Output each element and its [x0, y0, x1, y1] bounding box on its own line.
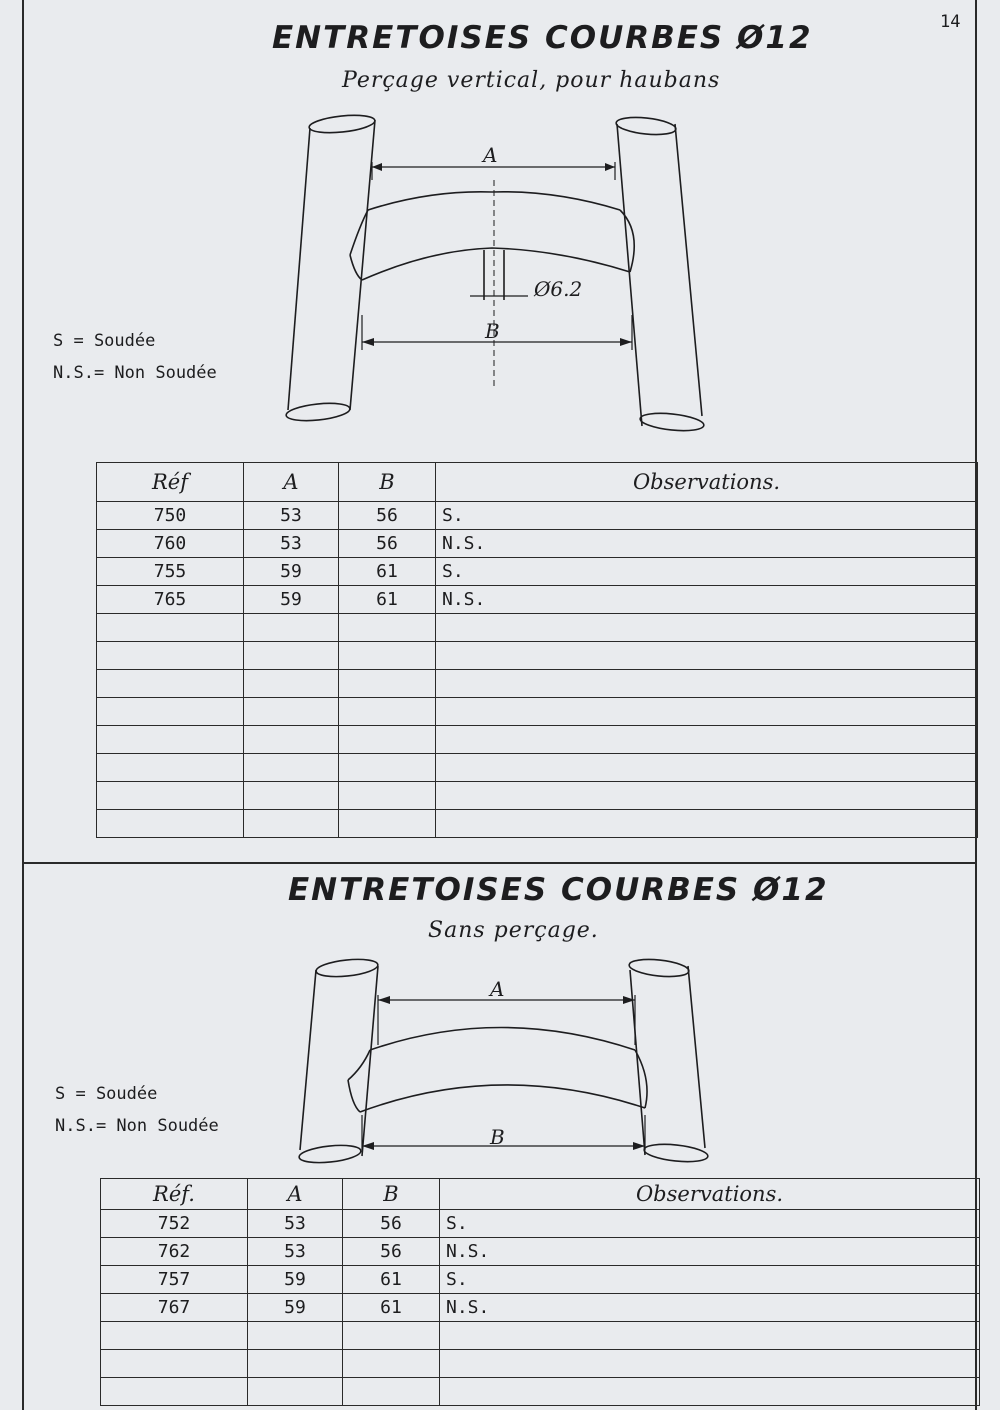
cell-ref: 765	[97, 586, 244, 614]
cell-observation: N.S.	[436, 586, 978, 614]
empty-row	[97, 670, 978, 698]
empty-row	[101, 1322, 980, 1350]
section2-table	[100, 1178, 980, 1406]
cell-b: 56	[339, 502, 436, 530]
cell-b: 61	[339, 586, 436, 614]
empty-row	[97, 782, 978, 810]
cell-b: 56	[339, 530, 436, 558]
legend-non-soudee: N.S.= Non Soudée	[55, 1116, 219, 1136]
page-number: 14	[940, 12, 961, 32]
empty-row	[97, 698, 978, 726]
cell-b: 56	[343, 1238, 440, 1266]
legend-soudee: S = Soudée	[53, 331, 156, 351]
cell-observation: N.S.	[436, 530, 978, 558]
dimension-a-label: A	[490, 977, 505, 1001]
cell-b: 61	[343, 1294, 440, 1322]
cell-a: 53	[248, 1210, 343, 1238]
header-observations: Observations.	[436, 463, 978, 502]
cell-a: 53	[244, 530, 339, 558]
cell-a: 59	[244, 558, 339, 586]
empty-row	[97, 642, 978, 670]
section-divider	[22, 862, 977, 864]
cell-observation: N.S.	[440, 1294, 980, 1322]
header-ref: Réf.	[101, 1179, 248, 1210]
section2-subtitle: Sans perçage.	[428, 918, 599, 943]
cell-a: 53	[244, 502, 339, 530]
cell-observation: S.	[440, 1266, 980, 1294]
header-a: A	[248, 1179, 343, 1210]
table-row	[101, 1266, 980, 1294]
section1-spacer-drawing	[280, 110, 720, 440]
cell-a: 53	[248, 1238, 343, 1266]
empty-row	[101, 1350, 980, 1378]
cell-ref: 750	[97, 502, 244, 530]
section2-spacer-drawing	[290, 950, 720, 1170]
cell-a: 59	[248, 1266, 343, 1294]
dimension-a-label: A	[483, 143, 498, 167]
cell-a: 59	[244, 586, 339, 614]
table-row	[97, 502, 978, 530]
header-b: B	[339, 463, 436, 502]
cell-ref: 752	[101, 1210, 248, 1238]
legend-non-soudee: N.S.= Non Soudée	[53, 363, 217, 383]
table-header-row	[97, 463, 978, 502]
table-row	[101, 1210, 980, 1238]
cell-b: 61	[343, 1266, 440, 1294]
cell-observation: N.S.	[440, 1238, 980, 1266]
table-row	[97, 558, 978, 586]
header-ref: Réf	[97, 463, 244, 502]
section1-legend	[53, 325, 217, 389]
page-border-left	[22, 0, 24, 1410]
empty-row	[97, 614, 978, 642]
table-row	[97, 530, 978, 558]
empty-row	[97, 754, 978, 782]
table-row	[101, 1294, 980, 1322]
header-b: B	[343, 1179, 440, 1210]
cell-ref: 762	[101, 1238, 248, 1266]
table-header-row	[101, 1179, 980, 1210]
cell-a: 59	[248, 1294, 343, 1322]
cell-b: 61	[339, 558, 436, 586]
cell-ref: 757	[101, 1266, 248, 1294]
cell-ref: 767	[101, 1294, 248, 1322]
table-row	[101, 1238, 980, 1266]
cell-b: 56	[343, 1210, 440, 1238]
empty-row	[97, 810, 978, 838]
legend-soudee: S = Soudée	[55, 1084, 158, 1104]
header-a: A	[244, 463, 339, 502]
empty-row	[101, 1378, 980, 1406]
cell-observation: S.	[440, 1210, 980, 1238]
cell-observation: S.	[436, 502, 978, 530]
section1-subtitle: Perçage vertical, pour haubans	[342, 68, 721, 93]
cell-observation: S.	[436, 558, 978, 586]
table-row	[97, 586, 978, 614]
section1-table	[96, 462, 978, 838]
cell-ref: 755	[97, 558, 244, 586]
dimension-b-label: B	[485, 319, 500, 343]
empty-row	[97, 726, 978, 754]
section2-legend	[55, 1078, 219, 1142]
cell-ref: 760	[97, 530, 244, 558]
section1-title: ENTRETOISES COURBES Ø12	[272, 20, 813, 56]
header-observations: Observations.	[440, 1179, 980, 1210]
section2-title: ENTRETOISES COURBES Ø12	[288, 872, 829, 908]
hole-diameter-label: Ø6.2	[534, 277, 583, 301]
dimension-b-label: B	[490, 1125, 505, 1149]
